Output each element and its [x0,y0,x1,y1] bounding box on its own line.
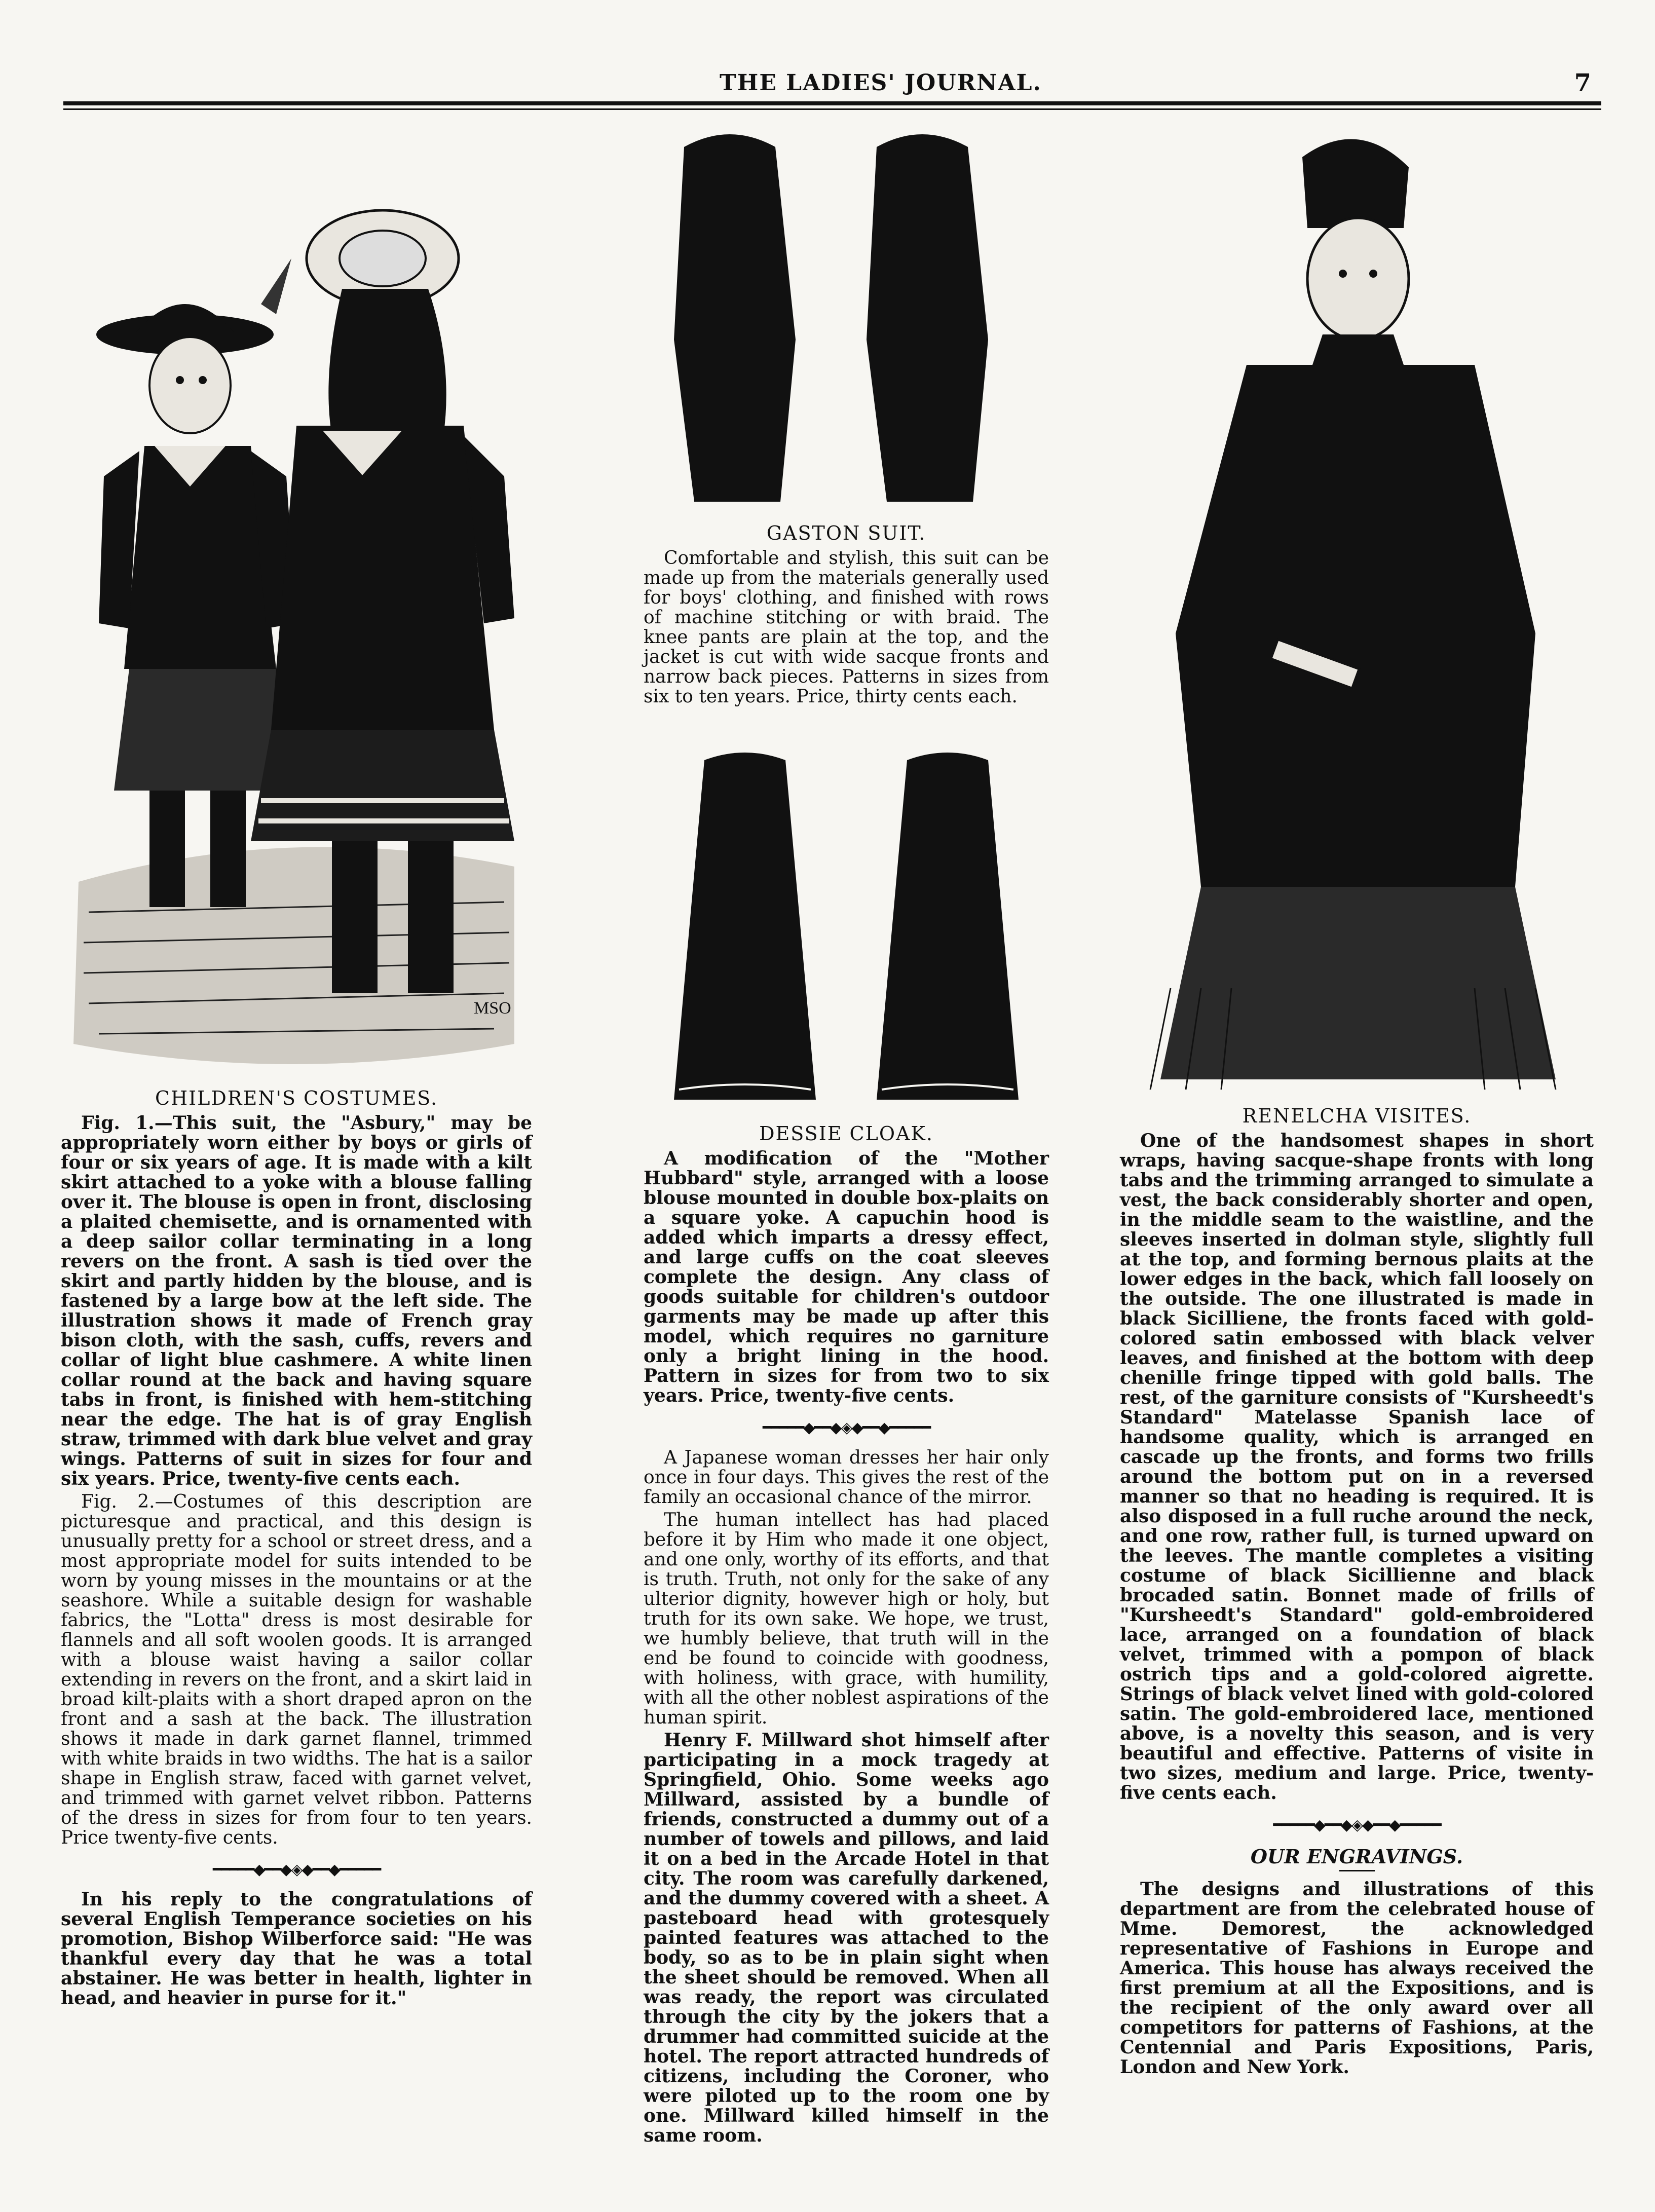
our-engravings-text: The designs and illustrations of this department are from the celebrated house of Mme. Demorest, the acknowledged representative of Fashions in Europe and America. This house has always received the first premium at all the Expositions, and is the recipient of the only award over all competitors for patterns of Fashions, at the Centennial and Paris Expositions, Paris, London and New York. [1120,1879,1594,2078]
gaston-suit-text: Comfortable and stylish, this suit can be made up from the materials generally used for boys' clothing, and finished with rows of machine stitching or with braid. The knee pants are plain at the top, and the jacket is cut with wide sacque fronts and narrow back pieces. Patterns in sizes from six to ten years. Price, thirty cents each. [644,548,1049,707]
millward-paragraph: Henry F. Millward shot himself after participating in a mock tragedy at Springfield, Ohio. Some weeks ago Millward, assisted by a bundle of friends, constructed a dummy out of a number of towels and pillows, and laid it on a bed in the Arcade Hotel in that city. The room was carefully darkened, and the dummy covered with a sheet. A pasteboard head with grotesquely painted features was attached to the body, so as to be in plain sight when the sheet should be removed. When all was ready, the report was circulated through the city by the jokers that a drummer had committed suicide at the hotel. The report attracted hundreds of citizens, including the Coroner, who were piloted up to the room one by one. Millward killed himself in the same room. [644,1730,1049,2146]
ornament-divider: ━━━━━◆━━◆◈◆━━◆━━━━━ [762,1419,930,1437]
left-column [61,1087,532,2011]
header-rule-thin [63,108,1601,110]
renelcha-visites-caption: RENELCHA VISITES. [1242,1105,1472,1127]
middle-column-top [644,522,1049,709]
artist-signature: MSO [474,999,511,1018]
fig2-paragraph: Fig. 2.—Costumes of this description are picturesque and practical, and this design is unusually pretty for a school or street dress, and a most appropriate model for suits intended to be worn by young misses in the mountains or at the seashore. While a suitable design for washable fabrics, the "Lotta" dress is most desirable for flannels and all soft woolen goods. It is arranged with a blouse waist having a sailor collar extending in revers on the front, and a skirt laid in broad kilt-plaits with a short draped apron on the front and a sash at the back. The illustration shows it made in dark garnet flannel, trimmed with white braids in two widths. The hat is a sailor shape in English straw, faced with garnet velvet, and trimmed with garnet velvet ribbon. Patterns of the dress in sizes for from four to ten years. Price twenty-five cents. [61,1491,532,1848]
wilberforce-paragraph: In his reply to the congratulations of several English Temperance societies on his promotion, Bishop Wilberforce said: "He was thankful every day that he was a total abstainer. He was better in health, lighter in head, and heavier in purse for it." [61,1889,532,2009]
dessie-cloak-text: A modification of the "Mother Hubbard" style, arranged with a loose blouse mounted in double box-plaits on a square yoke. A capuchin hood is added which imparts a dressy effect, and large cuffs on the coat sleeves complete the design. Any class of goods suitable for children's outdoor garments may be made up after this model, which requires no garniture only a bright lining in the hood. Pattern in sizes for from two to six years. Price, twenty-five cents. [644,1148,1049,1406]
childrens-costumes-caption: CHILDREN'S COSTUMES. [155,1087,438,1109]
journal-title: THE LADIES' JOURNAL. [720,70,1042,96]
right-column [1120,1105,1594,2080]
human-intellect-paragraph: The human intellect has had placed before it by Him who made it one object, and one only, worthy of its efforts, and that is truth. Truth, not only for the sake of any ulterior dignity, however high or holy, but truth for its own sake. We hope, we trust, we humbly believe, that truth will in the end be found to coincide with goodness, with holiness, with grace, with humility, with all the other noblest aspirations of the human spirit. [644,1510,1049,1728]
fig1-paragraph: Fig. 1.—This suit, the "Asbury," may be appropriately worn either by boys or girls of four or six years of age. It is made with a kilt skirt attached to a yoke with a blouse falling over it. The blouse is open in front, disclosing a plaited chemisette, and is ornamented with a deep sailor collar terminating in a long revers on the front. A sash is tied over the skirt and partly hidden by the blouse, and is fastened by a large bow at the left side. The illustration shows it made of French gray bison cloth, with the sash, cuffs, revers and collar of light blue cashmere. A white linen collar round at the back and having square tabs in front, is finished with hem-stitching near the edge. The hat is of gray English straw, trimmed with dark blue velvet and gray wings. Patterns of suit in sizes for four and six years. Price, twenty-five cents each. [61,1112,532,1489]
dessie-cloak-engraving [659,750,1034,1115]
header-rule-thick [63,101,1601,105]
renelcha-visites-engraving [1120,127,1591,1100]
ornament-divider: ━━━━━◆━━◆◈◆━━◆━━━━━ [212,1861,381,1879]
ornament-divider: ━━━━━◆━━◆◈◆━━◆━━━━━ [1273,1816,1441,1834]
heading-rule [1339,1870,1375,1871]
our-engravings-heading: OUR ENGRAVINGS. [1250,1845,1463,1868]
page-number: 7 [1574,69,1591,97]
dessie-cloak-caption: DESSIE CLOAK. [759,1122,933,1145]
gaston-suit-caption: GASTON SUIT. [766,522,926,544]
japanese-woman-paragraph: A Japanese woman dresses her hair only once in four days. This gives the rest of the family an occasional chance of the mirror. [644,1447,1049,1508]
gaston-suit-engraving [654,127,1039,512]
middle-column-bottom [644,1122,1049,2149]
childrens-costumes-engraving [58,122,524,1079]
renelcha-visites-text: One of the handsomest shapes in short wraps, having sacque-shape fronts with long tabs and the trimming arranged to simulate a vest, the back considerably shorter and open, in the middle seam to the waistline, and the sleeves inserted in dolman style, slightly full at the top, and forming bernous plaits at the lower edges in the back, which fall loosely on the outside. The one illustrated is made in black Sicilliene, the fronts faced with gold-colored satin embossed with black velver leaves, and finished at the bottom with deep chenille fringe tipped with gold balls. The rest, of the garniture consists of "Kursheedt's Standard" Matelasse Spanish lace of handsome quality, which is arranged en cascade up the fronts, and forms two frills around the bottom put on in a reversed manner so that no heading is required. It is also disposed in a full ruche around the neck, and one row, rather full, is turned upward on the leeves. The mantle completes a visiting costume of black Sicillienne and black brocaded satin. Bonnet made of frills of "Kursheedt's Standard" gold-embroidered lace, arranged on a foundation of black velvet, trimmed with a pompon of black ostrich tips and a gold-colored aigrette. Strings of black velvet lined with gold-colored satin. The gold-embroidered lace, mentioned above, is a novelty this season, and is very beautiful and effective. Patterns of visite in two sizes, medium and large. Price, twenty-five cents each. [1120,1130,1594,1804]
